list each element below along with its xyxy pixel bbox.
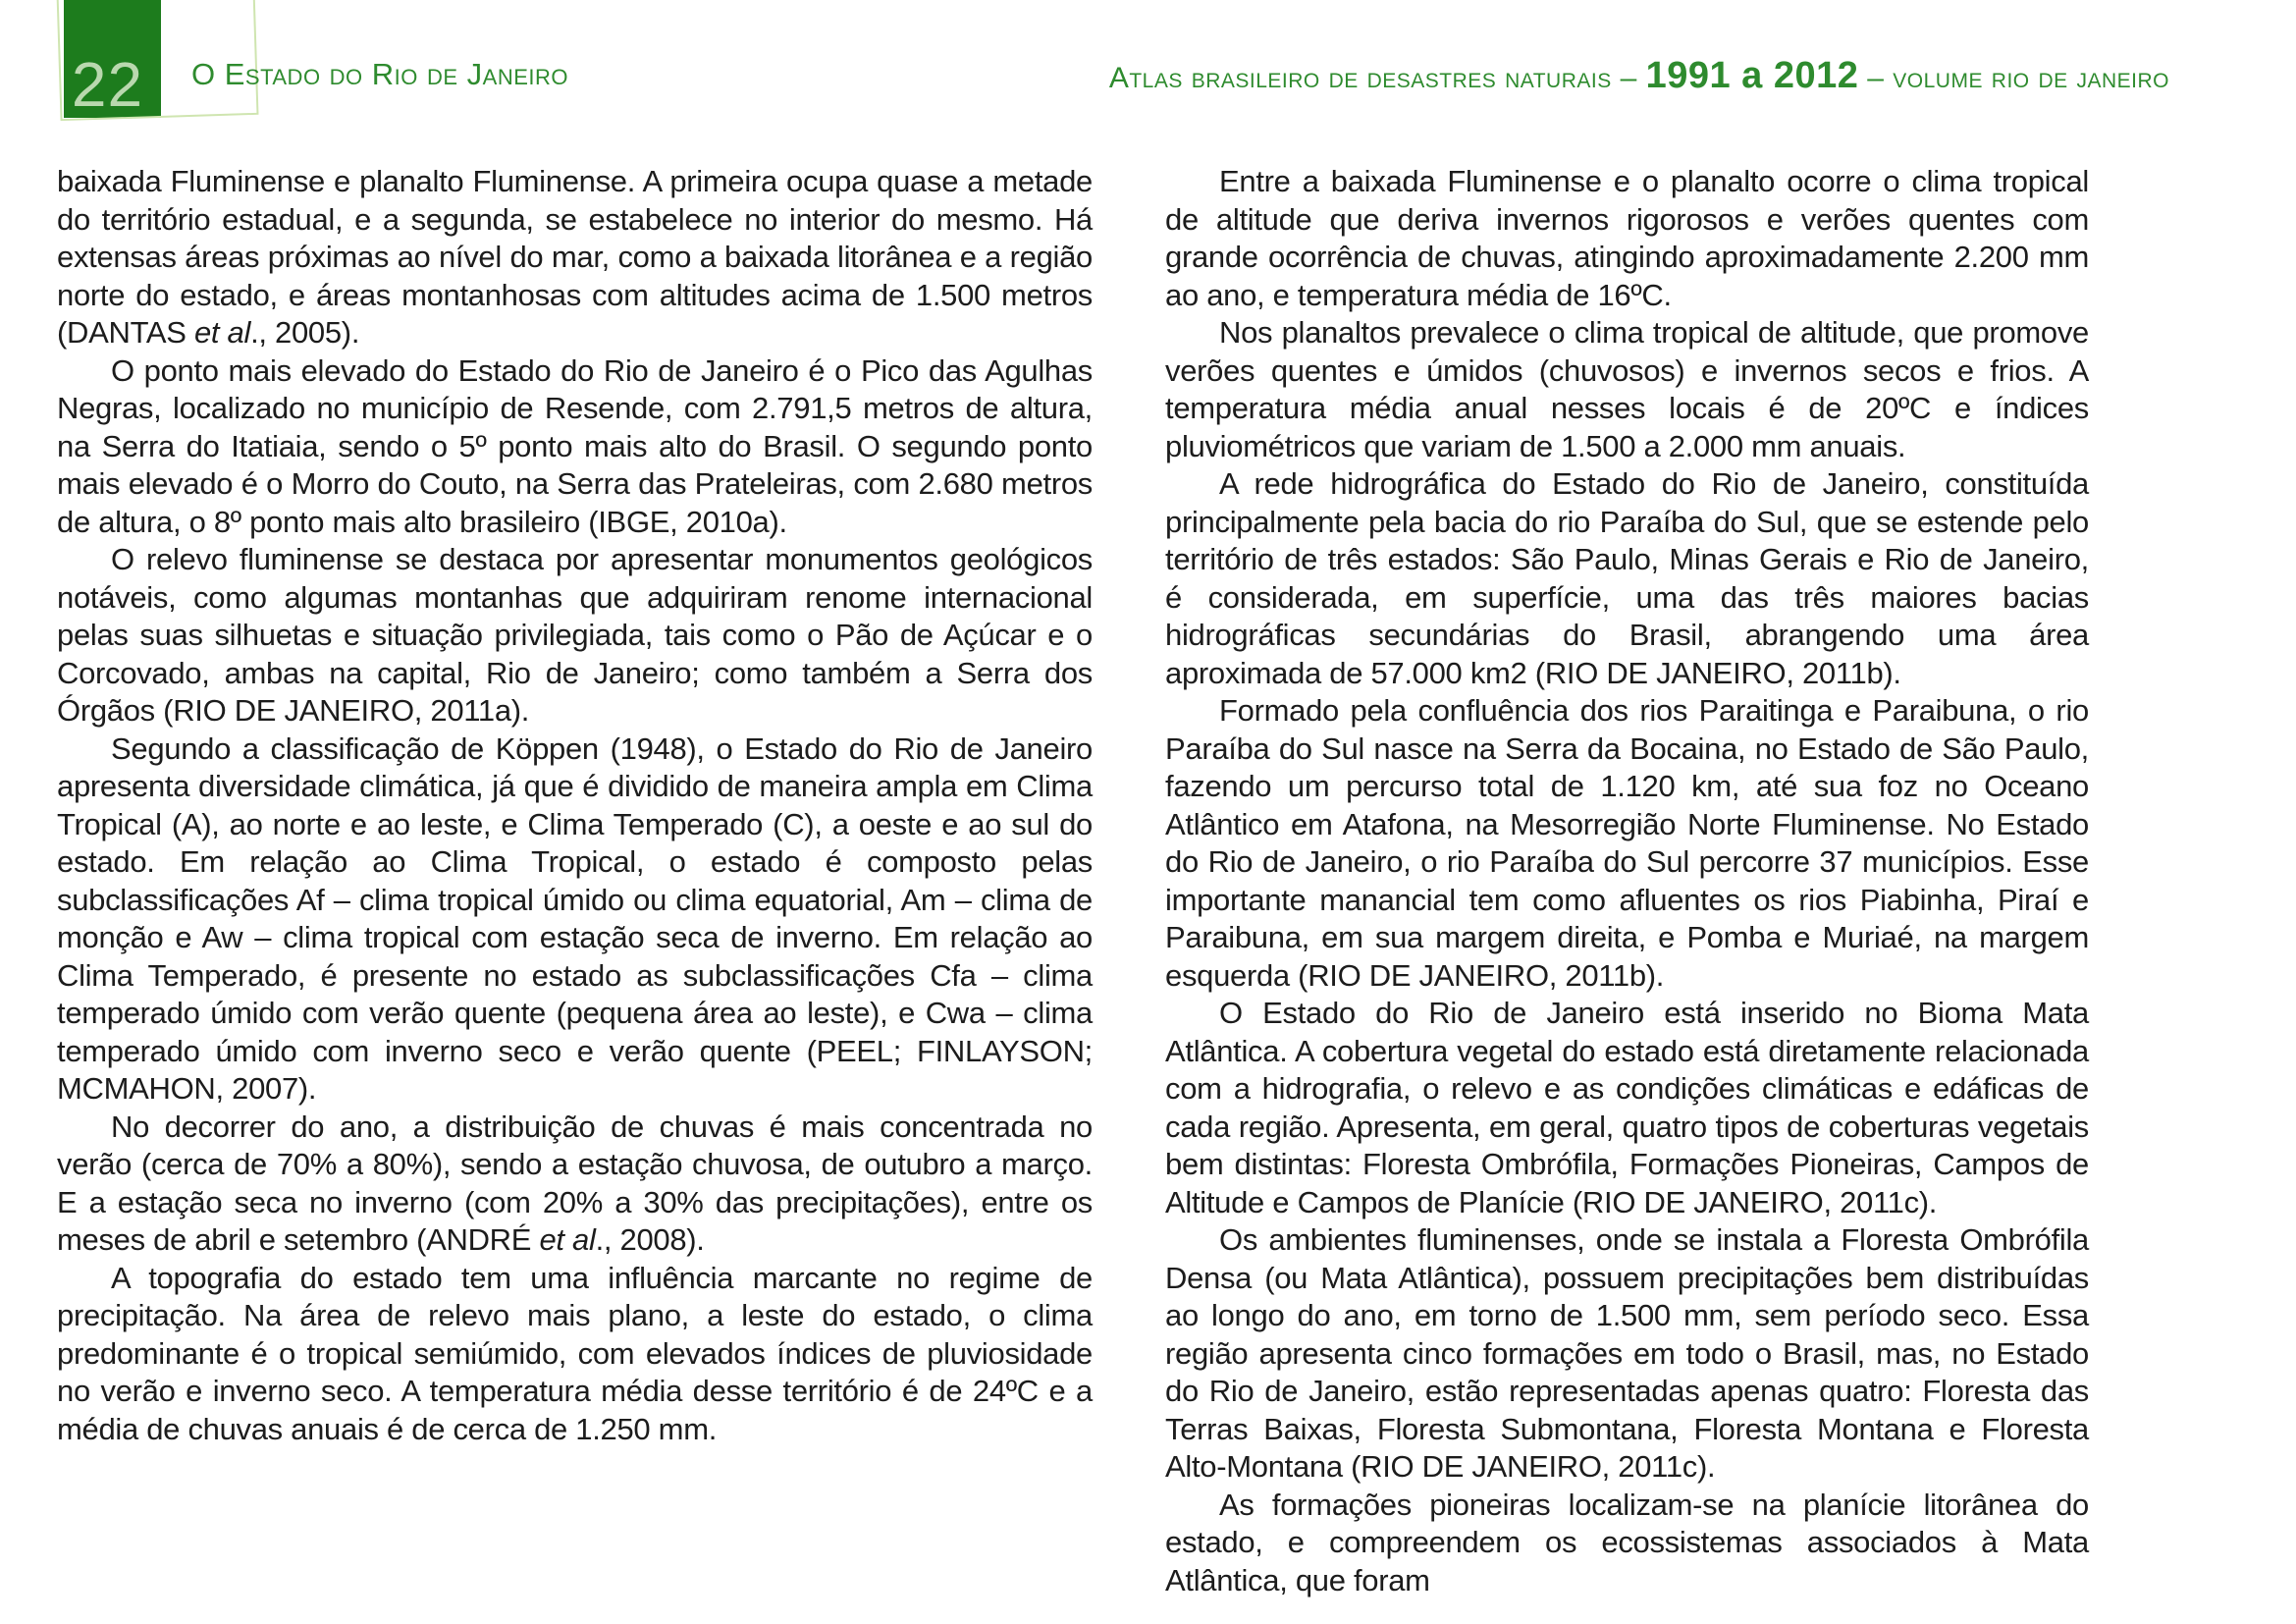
paragraph <box>1165 1221 2089 1487</box>
text-run: ., 2005). <box>250 315 360 350</box>
paragraph <box>57 163 1093 352</box>
text-run: Formado pela confluência dos rios Paraitinga e Paraibuna, o rio Paraíba do Sul nasce na Serra da Bocaina, no Estado de São Paulo, fazendo um percurso total de 1.120 km, até sua foz no Oceano Atlântico em Atafona, na Mesorregião Norte Fluminense. No Estado do Rio de Janeiro, o rio Paraíba do Sul percorre 37 municípios. Esse importante manancial tem como afluentes os rios Piabinha, Piraí e Paraibuna, em sua margem direita, e Pomba e Muriaé, na margem esquerda (RIO DE JANEIRO, 2011b). <box>1165 693 2089 993</box>
text-run: Segundo a classificação de Köppen (1948), o Estado do Rio de Janeiro apresenta diversidade climática, já que é dividido de maneira ampla em Clima Tropical (A), ao norte e ao leste, e Clima Temperado (C), a oeste e ao sul do estado. Em relação ao Clima Tropical, o estado é composto pelas subclassificações Af – clima tropical úmido ou clima equatorial, Am – clima de monção e Aw – clima tropical com estação seca de inverno. Em relação ao Clima Temperado, é presente no estado as subclassificações Cfa – clima temperado úmido com verão quente (pequena área ao leste), e Cwa – clima temperado úmido com inverno seco e verão quente (PEEL; FINLAYSON; MCMAHON, 2007). <box>57 731 1093 1106</box>
text-run: baixada Fluminense e planalto Fluminense. A primeira ocupa quase a metade do território estadual, e a segunda, se estabelece no interior do mesmo. Há extensas áreas próximas ao nível do mar, como a baixada litorânea e a região norte do estado, e áreas montanhosas com altitudes acima de 1.500 metros (DANTAS <box>57 164 1093 350</box>
text-run: O ponto mais elevado do Estado do Rio de Janeiro é o Pico das Agulhas Negras, localizado no município de Resende, com 2.791,5 metros de altura, na Serra do Itatiaia, sendo o 5º ponto mais alto do Brasil. O segundo ponto mais elevado é o Morro do Couto, na Serra das Prateleiras, com 2.680 metros de altura, o 8º ponto mais alto brasileiro (IBGE, 2010a). <box>57 352 1093 539</box>
book-title-part1: Atlas brasileiro de desastres naturais – <box>1108 62 1646 94</box>
text-run: A topografia do estado tem uma influência marcante no regime de precipitação. Na área de relevo mais plano, a leste do estado, o clima predominante é o tropical semiúmido, com elevados índices de pluviosidade no verão e inverno seco. A temperatura média desse território é de 24ºC e a média de chuvas anuais é de cerca de 1.250 mm. <box>57 1260 1093 1446</box>
latin-citation-text: et al <box>539 1222 596 1257</box>
paragraph <box>1165 465 2089 692</box>
text-run: No decorrer do ano, a distribuição de chuvas é mais concentrada no verão (cerca de 70% a 80%), sendo a estação chuvosa, de outubro a março. E a estação seca no inverno (com 20% a 30% das precipitações), entre os meses de abril e setembro (ANDRÉ <box>57 1109 1093 1257</box>
paragraph <box>1165 1487 2089 1600</box>
text-run: Os ambientes fluminenses, onde se instala a Floresta Ombrófila Densa (ou Mata Atlântica), possuem precipitações bem distribuídas ao longo do ano, em torno de 1.500 mm, sem período seco. Essa região apresenta cinco formações em todo o Brasil, mas, no Estado do Rio de Janeiro, estão representadas apenas quatro: Floresta das Terras Baixas, Floresta Submontana, Floresta Montana e Floresta Alto-Montana (RIO DE JANEIRO, 2011c). <box>1165 1222 2089 1484</box>
paragraph <box>1165 995 2089 1221</box>
text-run: O Estado do Rio de Janeiro está inserido no Bioma Mata Atlântica. A cobertura vegetal do estado está diretamente relacionada com a hidrografia, o relevo e as condições climáticas e edáficas de cada região. Apresenta, em geral, quatro tipos de coberturas vegetais bem distintas: Floresta Ombrófila, Formações Pioneiras, Campos de Altitude e Campos de Planície (RIO DE JANEIRO, 2011c). <box>1165 996 2089 1219</box>
paragraph <box>57 541 1093 731</box>
paragraph <box>57 352 1093 542</box>
paragraph <box>1165 163 2089 314</box>
text-run: ., 2008). <box>595 1222 705 1257</box>
paragraph <box>57 1260 1093 1449</box>
book-title-years: 1991 a 2012 <box>1645 55 1859 96</box>
text-column-left <box>57 163 1093 1448</box>
text-run: As formações pioneiras localizam-se na planície litorânea do estado, e compreendem os ecossistemas associados à Mata Atlântica, que foram <box>1165 1487 2089 1597</box>
text-run: Nos planaltos prevalece o clima tropical de altitude, que promove verões quentes e úmidos (chuvosos) e invernos secos e frios. A temperatura média anual nesses locais é de 20ºC e índices pluviométricos que variam de 1.500 a 2.000 mm anuais. <box>1165 315 2089 463</box>
latin-citation-text: et al <box>193 315 251 350</box>
paragraph <box>57 1109 1093 1260</box>
paragraph <box>1165 314 2089 465</box>
book-title-part2: – volume rio de janeiro <box>1858 62 2169 94</box>
text-run: Entre a baixada Fluminense e o planalto ocorre o clima tropical de altitude que deriva invernos rigorosos e verões quentes com grande ocorrência de chuvas, atingindo aproximadamente 2.200 mm ao ano, e temperatura média de 16ºC. <box>1165 164 2089 312</box>
page-number-tab <box>64 0 161 118</box>
paragraph <box>1165 692 2089 995</box>
paragraph <box>57 731 1093 1109</box>
page-number: 22 <box>71 49 144 120</box>
chapter-title: O Estado do Rio de Janeiro <box>191 57 569 91</box>
text-run: A rede hidrográfica do Estado do Rio de Janeiro, constituída principalmente pela bacia do rio Paraíba do Sul, que se estende pelo território de três estados: São Paulo, Minas Gerais e Rio de Janeiro, é considerada, em superfície, uma das três maiores bacias hidrográficas secundárias do Brasil, abrangendo uma área aproximada de 57.000 km2 (RIO DE JANEIRO, 2011b). <box>1165 466 2089 690</box>
book-title <box>1109 57 2169 94</box>
text-column-right <box>1165 163 2089 1599</box>
text-run: O relevo fluminense se destaca por apresentar monumentos geológicos notáveis, como algumas montanhas que adquiriram renome internacional pelas suas silhuetas e situação privilegiada, tais como o Pão de Açúcar e o Corcovado, ambas na capital, Rio de Janeiro; como também a Serra dos Órgãos (RIO DE JANEIRO, 2011a). <box>57 542 1093 728</box>
